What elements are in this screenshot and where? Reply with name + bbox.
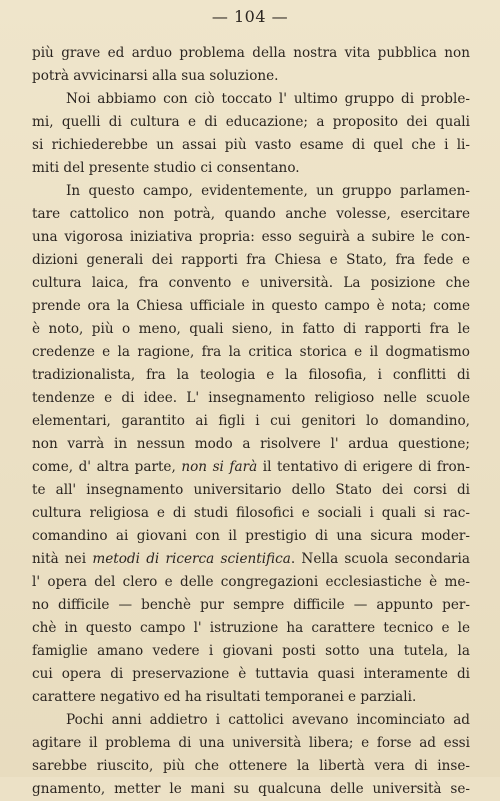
- text-line: prende ora la Chiesa ufficiale in questo campo è nota; come: [32, 298, 470, 314]
- text-line: potrà avvicinarsi alla sua soluzione.: [32, 68, 279, 84]
- text-line: In questo campo, evidentemente, un gruppo parlamen-: [66, 183, 470, 199]
- text-line: gnamento, metter le mani su qualcuna delle università se-: [32, 781, 470, 797]
- text-line: elementari, garantito ai figli i cui genitori lo domandino,: [32, 413, 470, 429]
- text-line: è noto, più o meno, quali sieno, in fatto di rapporti fra le: [32, 321, 470, 337]
- text-line: miti del presente studio ci consentano.: [32, 160, 300, 176]
- text-segment: . Nella scuola secondaria: [290, 551, 470, 567]
- text-line: no difficile — benchè pur sempre difficile — appunto per-: [32, 597, 470, 613]
- page-number: — 104 —: [211, 7, 289, 26]
- text-line: dizioni generali dei rapporti fra Chiesa e Stato, fra fede e: [32, 252, 470, 268]
- text-line: Pochi anni addietro i cattolici avevano incominciato ad: [66, 712, 470, 728]
- text-line: si richiederebbe un assai più vasto esame di quel che i li-: [32, 137, 470, 153]
- text-line: l' opera del clero e delle congregazioni ecclesiastiche è me-: [32, 574, 470, 590]
- text-line: sarebbe riuscito, più che ottenere la libertà vera di inse-: [32, 758, 470, 774]
- text-line: cultura laica, fra convento e università. La posizione che: [32, 275, 470, 291]
- text-line: cultura religiosa e di studi filosofici e sociali i quali si rac-: [32, 505, 470, 521]
- text-line: [32, 456, 470, 479]
- text-segment: nità nei: [32, 551, 93, 567]
- text-line: te all' insegnamento universitario dello Stato dei corsi di: [32, 482, 470, 498]
- text-line: carattere negativo ed ha risultati temporanei e parziali.: [32, 689, 417, 705]
- text-line: non varrà in nessun modo a risolvere l' ardua questione;: [32, 436, 470, 452]
- text-line: agitare il problema di una università libera; e forse ad essi: [32, 735, 470, 751]
- italic-emphasis: non si farà: [181, 459, 258, 475]
- text-line: comandino ai giovani con il prestigio di una sicura moder-: [32, 528, 470, 544]
- text-line: tare cattolico non potrà, quando anche volesse, esercitare: [32, 206, 470, 222]
- body-text: [32, 42, 470, 801]
- text-line: famiglie amano vedere i giovani posti sotto una tutela, la: [32, 643, 470, 659]
- text-line: [32, 548, 470, 571]
- text-line: Noi abbiamo con ciò toccato l' ultimo gruppo di proble-: [66, 91, 470, 107]
- text-line: più grave ed arduo problema della nostra vita pubblica non: [32, 45, 470, 61]
- text-line: una vigorosa iniziativa propria: esso seguirà a subire le con-: [32, 229, 470, 245]
- text-segment: il tentativo di erigere di fron-: [257, 459, 470, 475]
- text-line: mi, quelli di cultura e di educazione; a proposito dei quali: [32, 114, 470, 130]
- text-line: cui opera di preservazione è tuttavia quasi interamente di: [32, 666, 470, 682]
- italic-emphasis: metodi di ricerca scientifica: [92, 551, 291, 567]
- text-line: chè in questo campo l' istruzione ha carattere tecnico e le: [32, 620, 470, 636]
- text-line: credenze e la ragione, fra la critica storica e il dogmatismo: [32, 344, 470, 360]
- text-line: tradizionalista, fra la teologia e la filosofia, i conflitti di: [32, 367, 470, 383]
- text-line: tendenze e di idee. L' insegnamento religioso nelle scuole: [32, 390, 470, 406]
- text-segment: come, d' altra parte,: [32, 459, 182, 475]
